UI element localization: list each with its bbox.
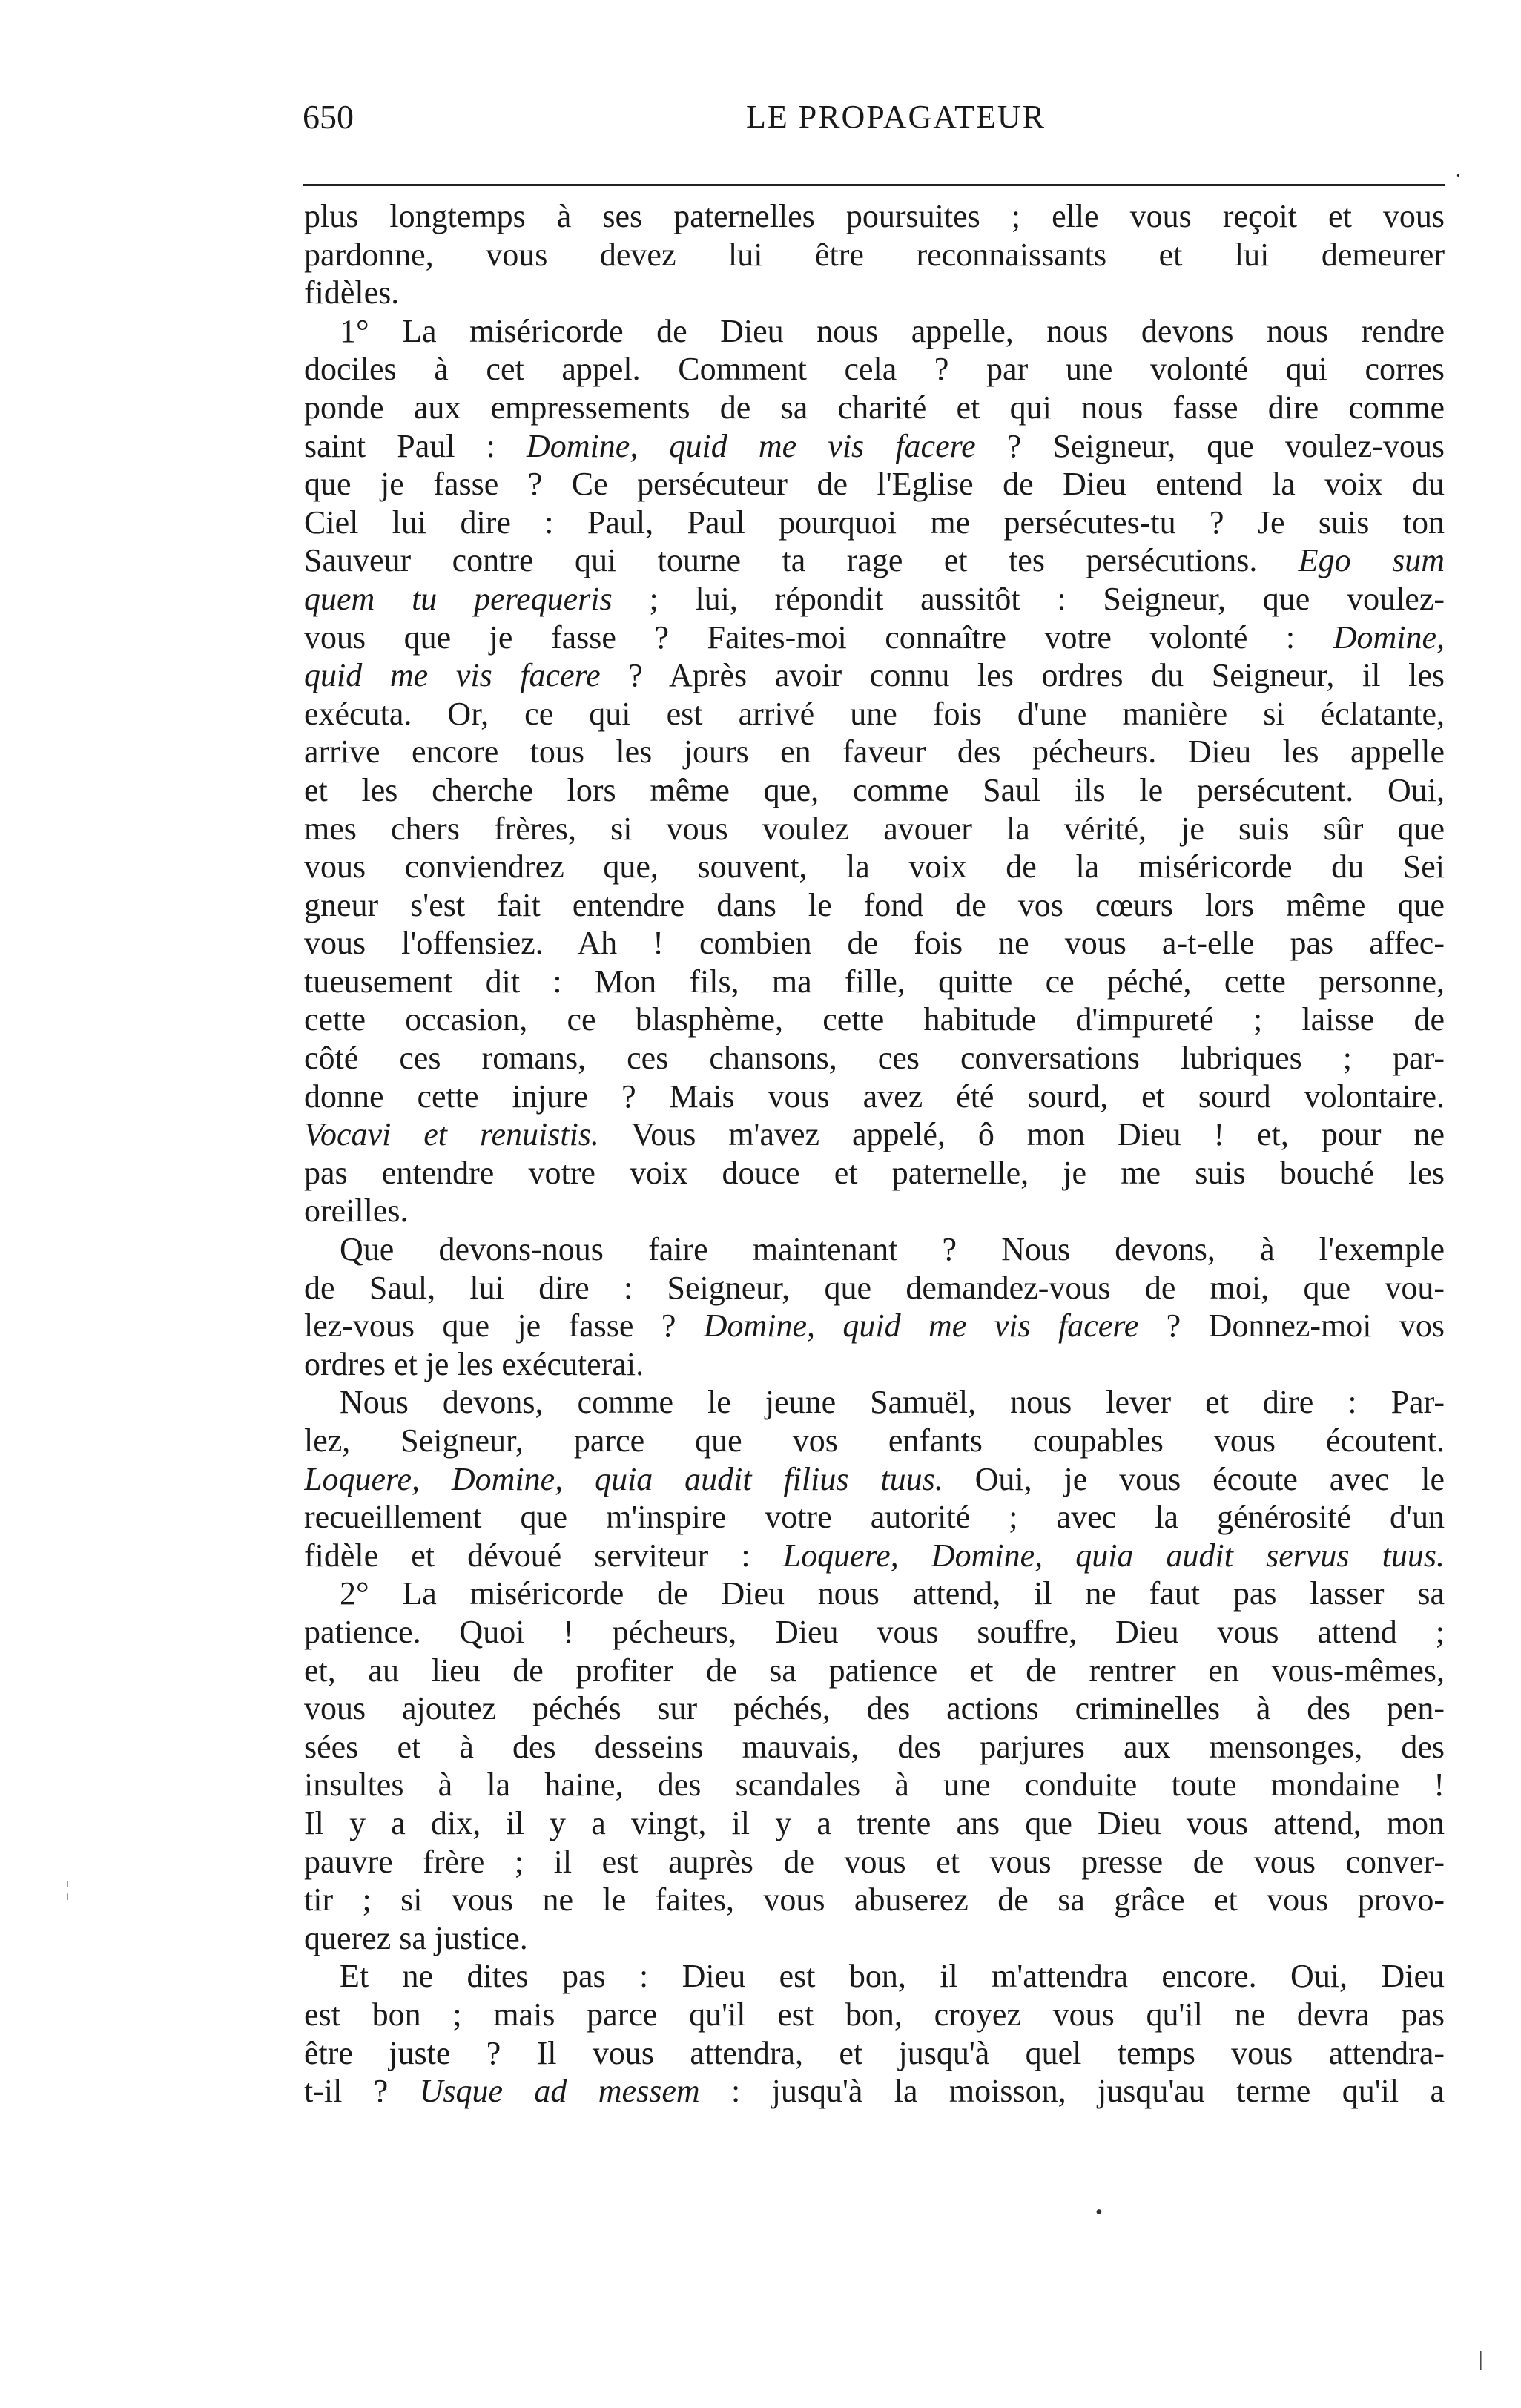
latin-phrase: Domine, quid me vis facere	[527, 427, 976, 464]
header-rule-speck: ·	[1455, 165, 1462, 186]
text-line: Et ne dites pas : Dieu est bon, il m'attendra encore. Oui, Dieu	[340, 1958, 1445, 1995]
text-line: tueusement dit : Mon fils, ma fille, quitte ce péché, cette personne,	[304, 963, 1445, 1000]
text-line: pauvre frère ; il est auprès de vous et vous presse de vous conver-	[304, 1843, 1445, 1880]
text-line: est bon ; mais parce qu'il est bon, croyez vous qu'il ne devra pas	[304, 1996, 1445, 2033]
text-line: lez-vous que je fasse ? Domine, quid me vis facere ? Donnez-moi vos	[304, 1307, 1445, 1345]
latin-phrase: Loquere, Domine, quia audit filius tuus.	[304, 1460, 943, 1497]
latin-phrase: Usque ad messem	[419, 2073, 700, 2110]
text-line: 2° La miséricorde de Dieu nous attend, il ne faut pas lasser sa	[340, 1575, 1445, 1612]
page-header	[303, 95, 1445, 147]
running-title: LE PROPAGATEUR	[745, 99, 1046, 135]
text-line: patience. Quoi ! pécheurs, Dieu vous souffre, Dieu vous attend ;	[304, 1613, 1445, 1650]
text-line: tir ; si vous ne le faites, vous abuserez de sa grâce et vous provo-	[304, 1881, 1445, 1919]
text-line: côté ces romans, ces chansons, ces conversations lubriques ; par-	[304, 1040, 1445, 1077]
text-line: être juste ? Il vous attendra, et jusqu'à quel temps vous attendra-	[304, 2034, 1445, 2071]
text-line: ponde aux empressements de sa charité et qui nous fasse dire comme	[304, 389, 1445, 426]
text-line: donne cette injure ? Mais vous avez été sourd, et sourd volontaire.	[304, 1078, 1445, 1115]
text-line: quem tu perequeris ; lui, répondit aussitôt : Seigneur, que voulez-	[304, 580, 1445, 617]
text-line: Loquere, Domine, quia audit filius tuus. Oui, je vous écoute avec le	[304, 1460, 1445, 1497]
text-line: gneur s'est fait entendre dans le fond de vos cœurs lors même que	[304, 886, 1445, 923]
text-line: vous ajoutez péchés sur péchés, des actions criminelles à des pen-	[304, 1690, 1445, 1727]
text-line: vous l'offensiez. Ah ! combien de fois ne vous a-t-elle pas affec-	[304, 925, 1445, 962]
text-line: de Saul, lui dire : Seigneur, que demandez-vous de moi, que vou-	[304, 1269, 1445, 1306]
bottom-speck: •	[1095, 2201, 1103, 2224]
text-line: querez sa justice.	[304, 1919, 528, 1956]
text-line: fidèle et dévoué serviteur : Loquere, Domine, quia audit servus tuus.	[304, 1537, 1445, 1574]
latin-phrase: Vocavi et renuistis.	[304, 1116, 599, 1153]
text-line: arrive encore tous les jours en faveur des pécheurs. Dieu les appelle	[304, 733, 1445, 771]
latin-phrase: Loquere, Domine, quia audit servus tuus.	[782, 1537, 1445, 1574]
text-line: Vocavi et renuistis. Vous m'avez appelé, ô mon Dieu ! et, pour ne	[304, 1116, 1445, 1153]
text-line: insultes à la haine, des scandales à une conduite toute mondaine !	[304, 1767, 1445, 1804]
text-line: plus longtemps à ses paternelles poursuites ; elle vous reçoit et vous	[304, 198, 1445, 234]
text-line: Sauveur contre qui tourne ta rage et tes persécutions. Ego sum	[304, 542, 1445, 579]
text-line: quid me vis facere ? Après avoir connu les ordres du Seigneur, il les	[304, 657, 1445, 694]
text-line: pas entendre votre voix douce et paternelle, je me suis bouché les	[304, 1154, 1445, 1191]
margin-speck: ¦	[65, 1878, 70, 1901]
text-line: saint Paul : Domine, quid me vis facere ? Seigneur, que voulez-vous	[304, 427, 1445, 464]
text-line: oreilles.	[304, 1193, 409, 1230]
text-line: mes chers frères, si vous voulez avouer la vérité, je suis sûr que	[304, 810, 1445, 847]
text-line: pardonne, vous devez lui être reconnaissants et lui demeurer	[304, 236, 1445, 273]
text-line: Que devons-nous faire maintenant ? Nous devons, à l'exemple	[340, 1231, 1445, 1268]
text-line: vous que je fasse ? Faites-moi connaître votre volonté : Domine,	[304, 619, 1445, 656]
text-line: sées et à des desseins mauvais, des parjures aux mensonges, des	[304, 1728, 1445, 1765]
text-line: dociles à cet appel. Comment cela ? par une volonté qui corres	[304, 351, 1445, 388]
text-line: que je fasse ? Ce persécuteur de l'Eglise de Dieu entend la voix du	[304, 466, 1445, 503]
text-line: t-il ? Usque ad messem : jusqu'à la moisson, jusqu'au terme qu'il a	[304, 2073, 1445, 2110]
latin-phrase: Domine,	[1333, 619, 1445, 656]
text-line: fidèles.	[304, 274, 400, 311]
text-line: lez, Seigneur, parce que vos enfants coupables vous écoutent.	[304, 1422, 1445, 1459]
text-line: Ciel lui dire : Paul, Paul pourquoi me persécutes-tu ? Je suis ton	[304, 504, 1445, 541]
text-line: et, au lieu de profiter de sa patience et de rentrer en vous-mêmes,	[304, 1652, 1445, 1689]
text-line: cette occasion, ce blasphème, cette habitude d'impureté ; laisse de	[304, 1001, 1445, 1038]
latin-phrase: quem tu perequeris	[304, 580, 613, 617]
body-text	[304, 197, 1445, 2111]
text-line: Il y a dix, il y a vingt, il y a trente ans que Dieu vous attend, mon	[304, 1804, 1445, 1841]
text-line: vous conviendrez que, souvent, la voix de la miséricorde du Sei	[304, 848, 1445, 885]
edge-speck: |	[1479, 2348, 1483, 2371]
text-line: 1° La miséricorde de Dieu nous appelle, nous devons nous rendre	[340, 312, 1445, 349]
text-line: exécuta. Or, ce qui est arrivé une fois d'une manière si éclatante,	[304, 695, 1445, 732]
latin-phrase: Ego sum	[1298, 542, 1445, 579]
page-number: 650	[303, 98, 354, 136]
text-line: et les cherche lors même que, comme Saul ils le persécutent. Oui,	[304, 771, 1445, 808]
text-line: recueillement que m'inspire votre autorité ; avec la générosité d'un	[304, 1499, 1445, 1536]
header-rule	[303, 184, 1445, 186]
latin-phrase: quid me vis facere	[304, 657, 601, 694]
latin-phrase: Domine, quid me vis facere	[703, 1307, 1139, 1345]
text-line: ordres et je les exécuterai.	[304, 1345, 644, 1382]
text-line: Nous devons, comme le jeune Samuël, nous lever et dire : Par-	[340, 1384, 1445, 1421]
